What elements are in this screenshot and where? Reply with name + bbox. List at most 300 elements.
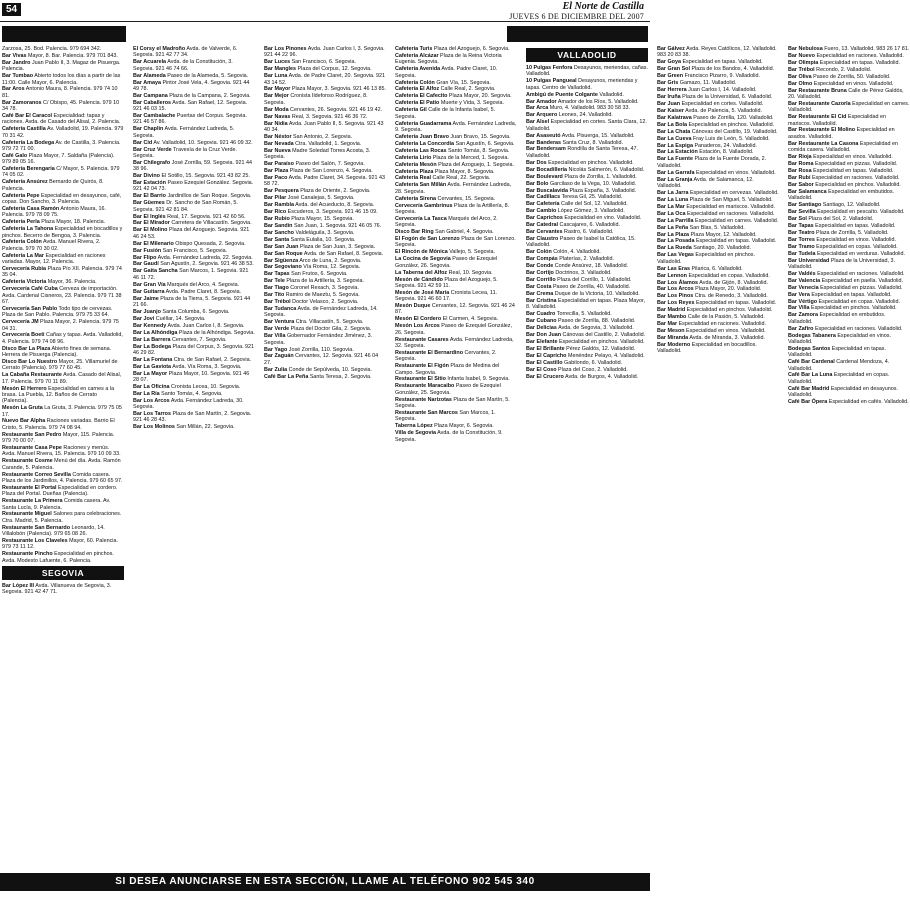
listing-entry [2, 140, 124, 153]
listing-entry [788, 237, 910, 243]
listing-details: Leonardo, 14. Villalobón (Palencia). 979 65 08 26. [2, 524, 105, 538]
listing-name: Bar Cambio [526, 208, 557, 215]
listing-name: Disco Bar Ring [395, 229, 434, 236]
listing-entry [395, 277, 517, 290]
listing-name: Bar Kalatrava [657, 114, 692, 121]
listing-name: Bar Chilegrafo [133, 159, 171, 166]
listing-name: Bar Los Pinones [264, 46, 307, 52]
listing-name: Bar Sigüenza [264, 257, 299, 264]
listing-entry [264, 73, 386, 86]
listing-entry [788, 359, 910, 372]
listing-name: 10 Pulgas Pangueal [526, 78, 577, 85]
listing-details: Avda. Casado del Alisal, 17. Palencia. 979 70 11 89. [2, 372, 122, 385]
listing-entry [264, 244, 386, 250]
listing-details: Especialidad en tapas. Valladolid. [680, 59, 763, 66]
listing-details: Especialidad en raciones. Valladolid. [810, 174, 900, 181]
listing-entry [2, 386, 124, 405]
listing-entry [264, 271, 386, 277]
listing-details: Plaza Pío XII. Palencia. 979 74 35 04. [2, 266, 122, 279]
listing-entry [788, 209, 910, 215]
listing-name: Mesón de Cándido [395, 276, 443, 283]
listing-details: Av. Valladolid, 19. Palencia. 979 70 31 42. [2, 126, 124, 139]
listing-entry [264, 230, 386, 236]
listing-entry [526, 174, 648, 180]
listing-name: Bar Cafetería [526, 201, 560, 208]
listing-entry [657, 122, 779, 128]
listing-entry [788, 372, 910, 385]
listing-entry [657, 314, 779, 320]
page-number: 54 [2, 3, 21, 16]
listing-details: Especialidad en pizzas. Valladolid. [813, 160, 898, 167]
listing-details: Plaza Mayor, 3. Segovia. 921 46 13 85. [290, 86, 386, 93]
listing-name: Bar Sancho [264, 229, 294, 236]
listing-details: Avda. de Valverde, 6. Segovia. 921 42 77 34. [133, 46, 238, 59]
listing-details: San Agustín, 2. Segovia. 921 46 38 53. [158, 261, 254, 268]
listing-details: Panaderos, 24. Valladolid. [692, 142, 757, 149]
listing-name: Bar Rubí [788, 174, 811, 181]
listing-entry [657, 87, 779, 93]
listing-entry [2, 525, 124, 538]
listing-name: Bar El Inglés [133, 213, 166, 220]
listing-name: Bar Verde [264, 326, 290, 333]
listing-details: Menú del día. Avda. Ramón Carande, 5. Palencia. [2, 458, 121, 471]
listing-name: Bar La Gaviota [133, 363, 172, 370]
listing-name: Bar Restaurante Bruna [788, 87, 847, 94]
listing-details: Avda. Reyes Católicos, 12. Valladolid. 983 20 83 38. [657, 46, 777, 59]
listing-name: Bar Gris [657, 80, 679, 87]
listing-entry [395, 141, 517, 147]
listing-entry [133, 309, 255, 315]
listing-details: San Juan, 1. Segovia. 921 46 05 76. [292, 222, 382, 229]
listing-name: Bar El Barrio [133, 193, 166, 200]
listing-details: Cervantes, 15. Segovia. [436, 195, 496, 202]
listing-entry [133, 344, 255, 357]
listing-name: Bar Pilar [264, 195, 287, 202]
listing-entry [264, 121, 386, 134]
listing-details: Plaza de la Fuente Dorada, 2. Valladolid. [657, 156, 767, 169]
listing-details: Especialidad en bocadillos y pinchos. Becerro de Bengoa, 3. Palencia. [2, 226, 123, 239]
listing-entry [395, 363, 517, 376]
listing-name: Bar Fusión [133, 247, 162, 254]
listing-name: Cafetería Las Rocas [395, 147, 447, 154]
listing-details: Plaza Mayor, 20. Segovia. [447, 93, 512, 100]
listing-name: Bar Zamoranos [2, 99, 42, 106]
listing-name: Villa de Segovia [395, 430, 436, 437]
listing-entry [2, 286, 124, 305]
listing-entry [657, 101, 779, 107]
listing-entry [526, 249, 648, 255]
listing-details: Pérez Galdós, 12. Valladolid. [564, 345, 636, 352]
listing-details: Calle Real, 22. Segovia. [430, 175, 491, 182]
listing-name: Bar El Molino [133, 227, 168, 234]
listing-details: San Francisco, 5. Segovia. [161, 247, 228, 254]
listing-name: Bar Jandro [2, 59, 31, 66]
listing-name: Bar Delicias [526, 325, 557, 332]
listing-details: Cascajares, 6. Valladolid. [558, 222, 620, 229]
listing-entry [788, 81, 910, 87]
listing-details: Santiago, 20. Valladolid. [691, 245, 751, 252]
listing-entry [264, 278, 386, 284]
listing-details: La Gruta, 3. Palencia. 979 75 05 17. [2, 405, 122, 418]
listing-details: Especialidad en vino. Valladolid. [562, 215, 642, 222]
listing-details: Jardinillos de San Roque. Segovia. [165, 193, 252, 200]
listing-entry [133, 411, 255, 424]
listing-name: Bar Cubano [526, 318, 557, 325]
listing-name: El Fogón de San Lorenzo [395, 236, 460, 243]
listing-entry [395, 376, 517, 382]
listing-name: Cafetería Perla [2, 219, 40, 226]
listing-details: Especialidad en raciones. Valladolid. [813, 325, 903, 332]
listing-details: Especialidad en tapas. Valladolid. [813, 222, 896, 229]
listing-details: Juan Pablo II, 3. Magaz de Pisuerga. Palencia. [2, 59, 121, 73]
listing-name: Bar Roma [788, 160, 814, 167]
listing-entry [264, 223, 386, 229]
listing-name: Bar Tele [264, 278, 285, 285]
listing-name: Bar López III [2, 582, 35, 589]
listing-details: Antonio Maura, 16. Palencia. 979 78 09 75. [2, 205, 106, 219]
listing-entry [526, 201, 648, 207]
listing-name: Bar Dos [526, 159, 547, 166]
listing-details: Bernardo de Quirós, 8. Palencia. [2, 179, 104, 192]
listing-details: Avda. Fernández Ladreda, 5. Segovia. [133, 126, 235, 139]
listing-details: Fuero, 13. Valladolid. 983 26 17 81. [822, 46, 910, 52]
listing-entry [788, 278, 910, 284]
listing-name: Bar Los Molinos [133, 424, 175, 431]
listing-name: Restaurante Miguel [2, 511, 52, 518]
listing-entry [264, 59, 386, 65]
listing-details: Especialidad en copas. Valladolid. [788, 372, 890, 385]
listing-entry [788, 88, 910, 101]
listing-details: San Francisco, 6. Segovia. [290, 59, 356, 66]
listing-entry [2, 219, 124, 225]
listing-details: Especialidad en pescaíto. Valladolid. [815, 208, 905, 215]
listing-name: Bar San Juan [264, 243, 299, 250]
listing-details: Plaza de la Artillería, 3. Segovia. [284, 278, 364, 285]
listing-name: Cervecería La Tasca [395, 215, 447, 222]
listing-name: Bar Los Pinos [657, 293, 694, 300]
listing-name: Cafetería El Alfoz [395, 86, 440, 93]
listing-name: Restaurante La Primera [2, 498, 63, 505]
listing-details: Todo tipo de cervezas. Plaza de San Pablo. Palencia. 979 75 33 64. [2, 305, 113, 319]
listing-details: San Marcos, 1. Segovia. [395, 409, 496, 423]
listing-name: Bar Los Arcos [657, 286, 694, 293]
listing-entry [657, 204, 779, 210]
listing-entry [395, 182, 517, 195]
listing-details: Especialidad en vinos. Valladolid. [694, 169, 776, 176]
listing-name: Bar Güemes [133, 200, 165, 207]
listing-entry [2, 239, 124, 252]
listing-name: El Corsy el Madroño [133, 46, 186, 52]
listing-name: Café Bar La Luna [788, 372, 833, 379]
listing-details: Avda. de Burgos, 4. Valladolid. [563, 373, 639, 380]
listing-entry [526, 194, 648, 200]
listing-name: Bar Gálvez [657, 46, 685, 52]
listing-name: Bar Nevada [264, 140, 294, 147]
listing-name: Bar Colón [526, 249, 552, 256]
listing-name: Bar Luna [264, 73, 288, 80]
listing-entry [2, 53, 124, 59]
listing-entry [526, 332, 648, 338]
listing-details: Francisco Pizarro, 9. Valladolid. [683, 73, 760, 80]
listing-name: Bar Sabor [788, 181, 814, 188]
listing-name: Restaurante Casa Pepe [2, 445, 62, 452]
listing-name: Cervecería Rubia [2, 266, 47, 273]
listing-details: Especialidad en raciones. Valladolid. [677, 321, 766, 328]
listing-name: Bar Restaurante La Casona [788, 140, 859, 147]
listing-entry [395, 93, 517, 99]
listing-details: Desayunos, meriendas, cañas. Valladolid. [526, 65, 648, 78]
listing-details: Conde de Sepúlveda, 10. Segovia. [287, 366, 372, 373]
listing-name: Cafetería Alcázar [395, 52, 439, 59]
listing-name: Bar Mar [657, 321, 678, 328]
column-3 [264, 46, 386, 866]
listing-details: Cardenal Mendoza, 4. Valladolid. [788, 359, 890, 372]
listing-name: Bar Divino [133, 173, 160, 180]
listing-details: Plaza Mayor, 7. Saldaña (Palencia). 979 89 05 16. [2, 152, 115, 166]
listing-entry [133, 261, 255, 267]
listing-details: Especialidad en raciones. Valladolid. [685, 210, 775, 217]
listing-details: Comida casera. Plaza de los Jardinillos, 4. Palencia. 979 60 65 97. [2, 471, 123, 484]
listing-details: Leones, 24. Valladolid. [557, 112, 613, 119]
listing-details: Vía Roma, 12. Segovia. [301, 264, 361, 271]
listing-name: Bar La Fontana [133, 356, 173, 363]
listing-entry [264, 46, 386, 59]
listing-name: Bar Jovi [133, 315, 155, 322]
listing-name: Bar El Brillante [526, 345, 565, 352]
listing-name: Bar La Estación [657, 149, 698, 156]
listing-name: Bar Vera [788, 291, 810, 298]
listing-entry [526, 256, 648, 262]
listing-details: Plaza de San Lorenzo, 4. Segovia. [288, 167, 373, 174]
listing-entry [395, 196, 517, 202]
listing-name: Cafetería Guadarrama [395, 120, 452, 127]
listing-name: Bar Las Vegas [657, 252, 694, 259]
listing-details: C/ Mayor, 5. Palencia. 979 74 05 02. [2, 166, 120, 179]
listing-entry [395, 66, 517, 79]
listing-name: Bar Tapas [264, 271, 290, 278]
listing-entry [2, 485, 124, 498]
listing-name: Bar Tiago [264, 285, 289, 292]
listing-name: Bar Paraíso [264, 160, 294, 167]
listing-details: Salones para celebraciones. Ctra. Madrid, 5. Palencia. [2, 511, 122, 524]
column-4 [395, 46, 517, 866]
listing-details: Abierto todos los días a partir de las 11:00. Calle Mayor, 6. Palencia. [2, 73, 121, 86]
listing-name: Bar Juan [657, 100, 681, 107]
listing-details: Cronista Ildefonso Rodríguez, 8. Segovia. [264, 93, 368, 106]
listing-entry [133, 337, 255, 343]
listing-details: Avda. Manuel Rivera, 2. Palencia. 979 70 30 02. [2, 239, 101, 252]
listing-name: Restaurante San Marcos [395, 409, 458, 416]
listing-details: Mayor, 8. Bar. Palencia. 979 701 843. [26, 52, 118, 59]
listing-details: Avda. de Gijón, 8. Valladolid. [698, 279, 768, 286]
listing-entry [2, 359, 124, 372]
listing-details: Cervantes, 12. Segovia. 921 46 04 27. [264, 353, 379, 366]
listing-entry [133, 357, 255, 363]
listing-entry [133, 100, 255, 113]
listing-name: Mesón El Cordero [395, 316, 442, 323]
listing-entry [2, 432, 124, 445]
listing-name: Restaurante Maracaibo [395, 383, 455, 390]
listing-name: Bar Los Tarros [133, 411, 171, 418]
listing-details: Avda. de la Constitución, 3. Segovia. 921 46 74 66. [133, 59, 233, 72]
listing-entry [788, 399, 910, 405]
listing-entry [395, 162, 517, 168]
listing-details: Valladolid. [597, 91, 624, 98]
listing-entry [264, 326, 386, 332]
listing-details: Paseo de Zorrilla, 120. Valladolid. [691, 114, 774, 121]
listing-name: Cafetería Real [395, 175, 431, 182]
listing-details: Travesía de la Cruz Verde. Segovia. [133, 146, 237, 159]
listing-entry [264, 134, 386, 140]
listing-name: Bar Gran Sol [657, 66, 690, 73]
listing-name: La Taberna del Alfoz [395, 269, 448, 276]
listing-entry [264, 319, 386, 325]
listing-entry [657, 321, 779, 327]
listing-entry [788, 244, 910, 250]
listing-details: Paseo de Ezequiel González, 26. Segovia. [395, 323, 512, 336]
listing-entry [526, 318, 648, 324]
listing-entry [526, 229, 648, 235]
listing-details: Plaza Mayor, 12. Valladolid. [689, 231, 757, 238]
listing-details: Mayor, 36. Palencia. [46, 279, 97, 286]
listing-name: Bar La Jarra [657, 189, 689, 196]
listing-name: Bodegas Santos [788, 345, 831, 352]
listing-details: Plaza Mayor, 15. Segovia. [289, 215, 354, 222]
listing-entry [788, 251, 910, 257]
listing-entry [788, 299, 910, 305]
listing-details: Especialidad en tapas. Valladolid. [694, 238, 777, 245]
listing-entry [526, 311, 648, 317]
issue-date: JUEVES 6 DE DICIEMBRE DEL 2007 [509, 12, 644, 21]
listing-name: Cafetería Castilla [2, 126, 46, 133]
listing-entry [264, 237, 386, 243]
listing-name: Bar Cortijo [526, 270, 554, 277]
listing-details: San Millán, 22. Segovia. [174, 424, 235, 431]
listing-entry [526, 263, 648, 269]
listing-entry [395, 256, 517, 269]
listing-name: Bar La Plaza [657, 231, 690, 238]
listing-name: Bar La Chata [657, 128, 691, 135]
listing-entry [788, 74, 910, 80]
listing-entry [2, 86, 124, 99]
listing-name: Bar Las Eras [657, 265, 690, 272]
listing-details: Especialidad en embutidos. Valladolid. [788, 312, 886, 325]
listing-details: Plaza del Azoguejo. Segovia. 921 46 24 53. [133, 227, 250, 240]
listing-name: Bar Venecia [788, 284, 819, 291]
listing-details: Fray Luis de León, 5. Valladolid. [691, 135, 770, 142]
listing-details: Ctra. Villacastín, 5. Segovia. [294, 319, 364, 326]
listing-entry [133, 384, 255, 390]
listing-entry [526, 78, 648, 91]
listing-name: Bar Torres [788, 236, 815, 243]
listing-entry [657, 342, 779, 355]
listing-name: Bar Jaime [133, 295, 159, 302]
listing-name: Mesón El Herrero [2, 385, 47, 392]
listing-details: Valdeláguila, 3. Segovia. [293, 229, 355, 236]
listing-name: Bar Salamanca [788, 188, 827, 195]
listing-details: Avda. del Acueducto, 8. Segovia. [293, 202, 375, 208]
listing-details: Escuderos, 3. Segovia. 921 46 15 09. [286, 208, 378, 215]
listing-details: Avda. de Salamanca, 12. Valladolid. [657, 176, 754, 189]
listing-entry [264, 175, 386, 188]
listing-entry [788, 285, 910, 291]
listing-name: Bar Yago [264, 346, 288, 353]
listing-details: Antonio Maura, 8. Palencia. 979 74 10 81. [2, 86, 118, 99]
listing-details: Doctor Velasco, 2. Segovia. [290, 299, 359, 306]
listing-entry [264, 299, 386, 305]
listing-details: Especialidad en cervezas. Valladolid. [688, 189, 779, 196]
listing-name: Bar La Cueva [657, 135, 692, 142]
listing-name: Bar Luces [264, 59, 291, 66]
listing-entry [657, 156, 779, 169]
listing-details: Plaza de la Artillería, 8. Segovia. [395, 202, 510, 215]
listing-details: Dr. Sancho de San Román, 5. Segovia. 921 42 81 84. [133, 200, 238, 213]
listing-name: Bar La Rueda [657, 245, 692, 252]
listing-entry [264, 161, 386, 167]
listing-name: Bar Rubio [264, 215, 290, 222]
listing-name: Cafetería Sirena [395, 195, 437, 202]
listing-entry [133, 147, 255, 160]
listing-entry [657, 328, 779, 334]
listing-details: Avda. Fernández Ladreda, 22. Segovia. [156, 254, 253, 261]
listing-entry [657, 115, 779, 121]
listing-details: Plaza de San Juan, 3. Segovia. [298, 243, 376, 250]
listing-entry [526, 222, 648, 228]
listing-entry [526, 346, 648, 352]
listing-name: Bar Cruz Verde [133, 146, 172, 153]
listing-name: Café Bar Madrid [788, 385, 830, 392]
listing-entry [788, 168, 910, 174]
listing-name: Bar La Oficina [133, 383, 170, 390]
listing-details: Plaza del Doctor Gila, 2. Segovia. [289, 326, 372, 333]
listing-name: Bar La Granja [657, 176, 693, 183]
listing-entry [526, 277, 648, 283]
listing-name: Cafetería Colón [395, 79, 435, 86]
listing-details: Paseo de Zorrilla, 88. Valladolid. [556, 318, 636, 325]
listing-name: Cafetería La Bodega [2, 139, 55, 146]
listing-details: Cervantes, 26. Segovia. 921 46 19 42. [288, 106, 383, 113]
listing-entry [2, 153, 124, 166]
listing-details: Cervantes, 2. Segovia. [395, 349, 497, 363]
listing-name: La Cabaña Restaurante [2, 372, 62, 379]
listing-entry [526, 236, 648, 249]
listing-details: Santa Columba, 6. Segovia. [160, 308, 230, 315]
listing-entry [2, 193, 124, 206]
listing-entry [395, 155, 517, 161]
listing-details: Madre Soledad Torres Acosta, 3. Segovia. [264, 147, 371, 161]
listing-name: Cervecería Café Cuba [2, 286, 58, 293]
listing-details: Plaza de la Tierra, 5. Segovia. 921 44 21 66. [133, 295, 251, 308]
listing-details: Plaza de Medina del Campo. Segovia. [395, 363, 500, 376]
listing-entry [133, 330, 255, 336]
listing-details: Plaza del Azoguejo, 5. Segovia. 921 42 59 11. [395, 276, 498, 289]
listing-details: Plaza España, 3. Valladolid. [567, 187, 637, 194]
listing-name: Cafetería El Patio [395, 100, 440, 107]
listing-details: Plaza de Zorrilla, 1. Valladolid. [562, 173, 637, 180]
listing-details: Especialidad en desayunos. Valladolid. [788, 385, 898, 399]
listing-details: Especialidad en desayunos, café, copas. Don Sancho, 3. Palencia. [2, 192, 122, 206]
listing-details: Avda. Vía Roma, 3. Segovia. [171, 363, 242, 370]
listing-details: José Canalejas, 5. Segovia. [286, 195, 355, 202]
listing-entry [2, 166, 124, 179]
listing-entry [526, 146, 648, 159]
listing-details: Amador de los Ríos, 5. Valladolid. [556, 98, 639, 105]
listing-name: Bar Tapas [788, 222, 814, 229]
listing-entry [788, 202, 910, 208]
listing-details: Calle de la Infanta Isabel, 5. Segovia. [395, 107, 496, 120]
listing-details: Santa Teresa, 2. Segovia. [308, 373, 372, 380]
listing-name: Bar Bocadillería [526, 166, 568, 173]
